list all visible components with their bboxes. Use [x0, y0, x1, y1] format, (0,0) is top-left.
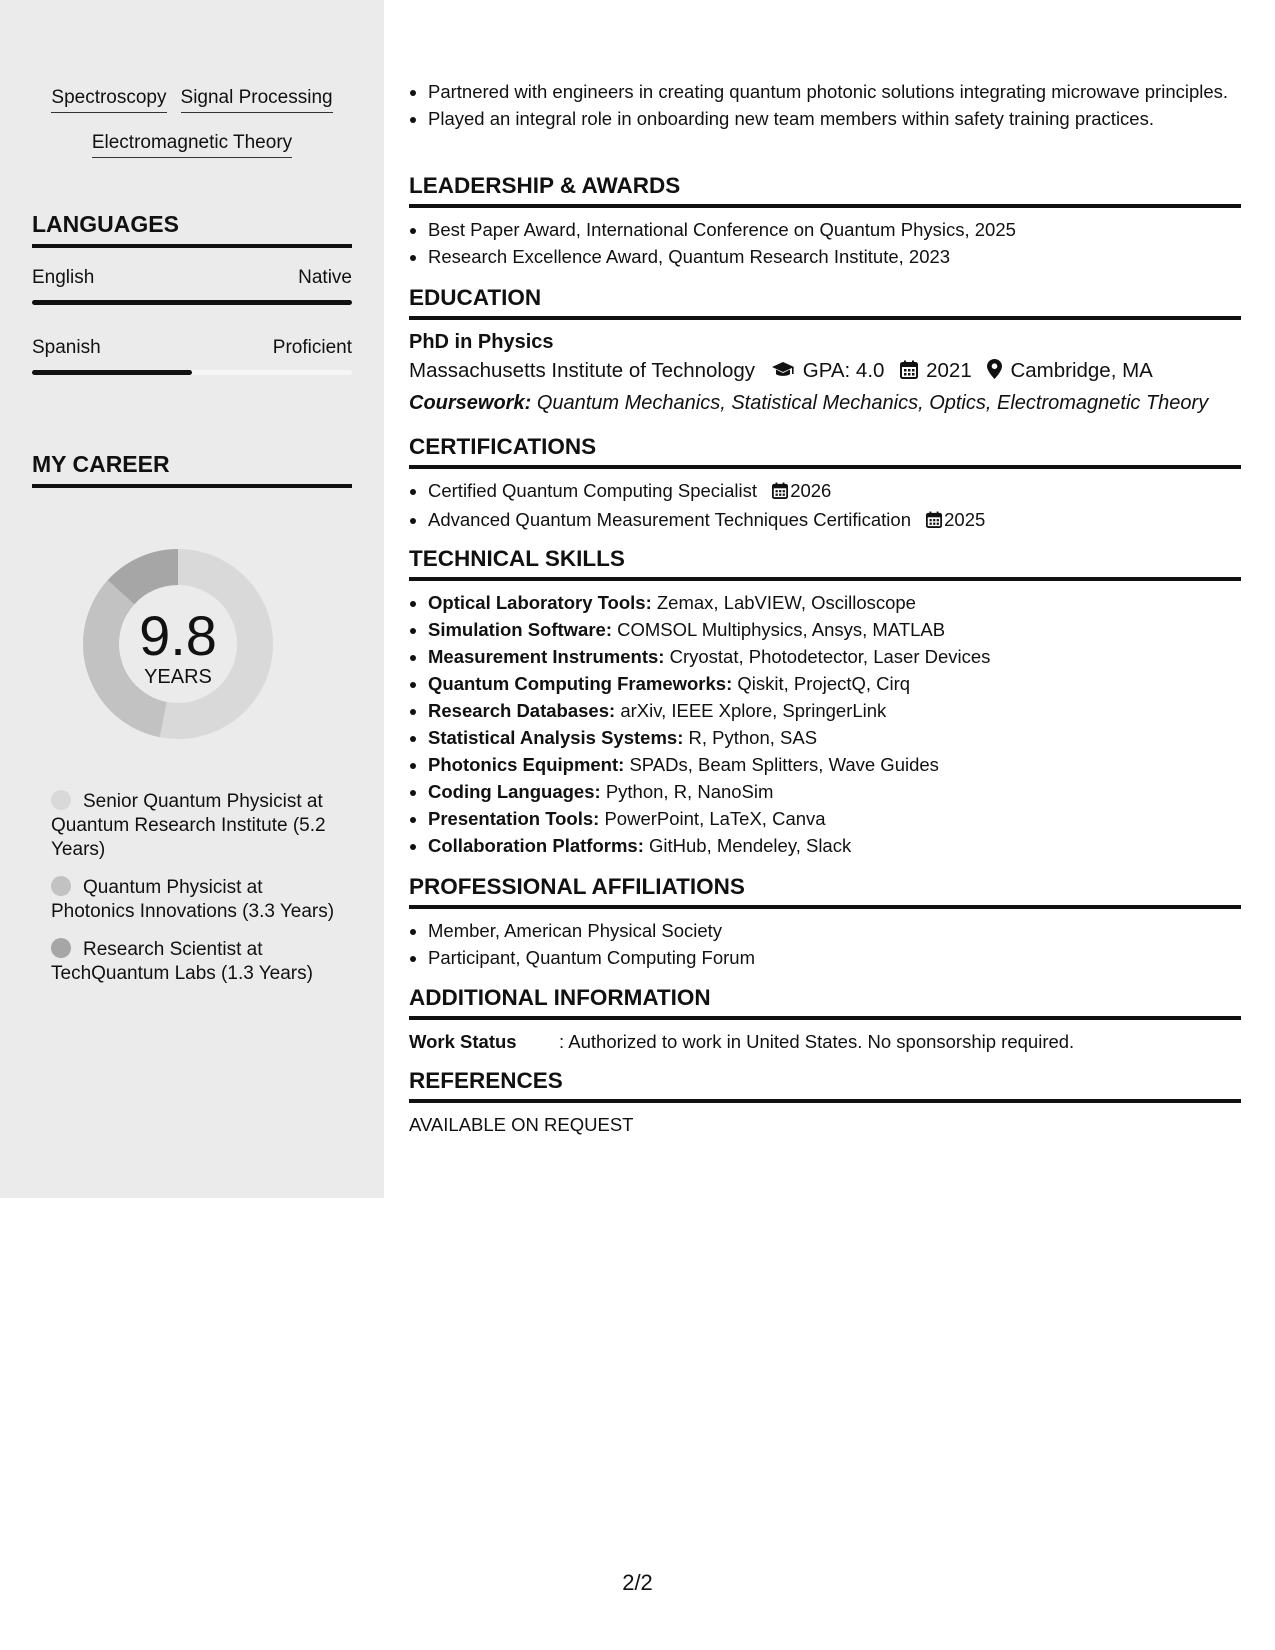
- page-number: 2/2: [622, 1570, 653, 1595]
- skill-values: COMSOL Multiphysics, Ansys, MATLAB: [617, 619, 946, 640]
- affiliations-list: [409, 917, 1241, 971]
- skill-item: [428, 724, 1241, 751]
- experience-bullet: • Played an integral role in onboarding new team members within safety training practices.: [428, 105, 1241, 132]
- skill-item: [428, 697, 1241, 724]
- school-name: Massachusetts Institute of Technology: [409, 359, 756, 382]
- skill-values: SPADs, Beam Splitters, Wave Guides: [629, 754, 939, 775]
- skill-category: Quantum Computing Frameworks:: [428, 673, 733, 694]
- calendar-icon: [772, 479, 788, 506]
- list-item: • Participant, Quantum Computing Forum: [428, 944, 1241, 971]
- skill-category: Simulation Software:: [428, 619, 612, 640]
- skill-values: Zemax, LabVIEW, Oscilloscope: [656, 592, 916, 613]
- skill-item: [428, 670, 1241, 697]
- career-heading: MY CAREER: [32, 450, 352, 488]
- skill-tag: Electromagnetic Theory: [92, 131, 292, 158]
- career-legend-text: Quantum Physicist at Photonics Innovations (3.3 Years): [51, 877, 335, 922]
- skill-values: Qiskit, ProjectQ, Cirq: [737, 673, 911, 694]
- skill-item: [428, 778, 1241, 805]
- skills-list: [409, 589, 1241, 859]
- skill-item: [428, 589, 1241, 616]
- experience-bullets: [409, 78, 1241, 132]
- map-pin-icon: [987, 358, 1002, 388]
- skill-values: R, Python, SAS: [688, 727, 818, 748]
- section-heading: PROFESSIONAL AFFILIATIONS: [409, 873, 1241, 909]
- career-legend-text: Research Scientist at TechQuantum Labs (1.3 Years): [51, 939, 313, 984]
- certification-year: 2025: [944, 509, 986, 530]
- skill-category: Coding Languages:: [428, 781, 601, 802]
- affiliations-section: [409, 873, 1241, 971]
- legend-dot: [51, 938, 71, 958]
- total-years-value: 9.8: [139, 604, 217, 667]
- career-legend-text: Senior Quantum Physicist at Quantum Research Institute (5.2 Years): [51, 791, 326, 860]
- certifications-list: [409, 477, 1241, 535]
- work-status-row: [409, 1028, 1241, 1055]
- leadership-section: [409, 172, 1241, 270]
- section-heading: EDUCATION: [409, 284, 1241, 320]
- experience-bullet: • Partnered with engineers in creating quantum photonic solutions integrating microwave principles.: [428, 78, 1241, 105]
- calendar-icon: [900, 358, 918, 388]
- language-bar: [32, 370, 352, 375]
- skill-values: GitHub, Mendeley, Slack: [649, 835, 852, 856]
- certification-name: Certified Quantum Computing Specialist: [428, 480, 758, 501]
- language-bar: [32, 300, 352, 305]
- skill-category: Research Databases:: [428, 700, 616, 721]
- work-status-value: : Authorized to work in United States. No sponsorship required.: [559, 1031, 1075, 1052]
- coursework-list: Quantum Mechanics, Statistical Mechanics, Optics, Electromagnetic Theory: [536, 392, 1209, 414]
- skill-category: Collaboration Platforms:: [428, 835, 644, 856]
- skill-item: [428, 751, 1241, 778]
- coursework: [409, 388, 1241, 418]
- sidebar: [0, 0, 384, 1198]
- additional-section: [409, 984, 1241, 1055]
- graduation-year: 2021: [926, 359, 972, 382]
- skill-category: Measurement Instruments:: [428, 646, 665, 667]
- skill-tags: [32, 86, 352, 176]
- list-item: [428, 477, 1241, 506]
- career-legend-item: [51, 938, 341, 986]
- coursework-label: Coursework:: [409, 392, 532, 414]
- education-section: [409, 284, 1241, 418]
- career-donut-chart: [66, 532, 290, 756]
- skill-category: Presentation Tools:: [428, 808, 600, 829]
- language-level: Native: [298, 267, 352, 288]
- skill-category: Optical Laboratory Tools:: [428, 592, 652, 613]
- list-item: • Member, American Physical Society: [428, 917, 1241, 944]
- skill-tag: Spectroscopy: [51, 86, 166, 113]
- section-heading: CERTIFICATIONS: [409, 433, 1241, 469]
- legend-dot: [51, 876, 71, 896]
- languages-heading: LANGUAGES: [32, 210, 352, 248]
- skill-category: Photonics Equipment:: [428, 754, 625, 775]
- skills-section: [409, 545, 1241, 859]
- career-legend-item: [51, 876, 341, 924]
- list-item: • Research Excellence Award, Quantum Research Institute, 2023: [428, 243, 1241, 270]
- career-legend-item: [51, 790, 341, 862]
- graduation-cap-icon: [771, 358, 795, 388]
- skill-item: [428, 643, 1241, 670]
- skill-tag: Signal Processing: [181, 86, 333, 113]
- language-name: English: [32, 267, 95, 288]
- references-section: [409, 1067, 1241, 1138]
- legend-dot: [51, 790, 71, 810]
- section-heading: REFERENCES: [409, 1067, 1241, 1103]
- calendar-icon: [926, 508, 942, 535]
- gpa: GPA: 4.0: [802, 359, 885, 382]
- skill-values: PowerPoint, LaTeX, Canva: [604, 808, 826, 829]
- total-years-unit: YEARS: [144, 666, 212, 688]
- certifications-section: [409, 433, 1241, 535]
- skill-category: Statistical Analysis Systems:: [428, 727, 684, 748]
- list-item: [428, 506, 1241, 535]
- skill-values: Cryostat, Photodetector, Laser Devices: [669, 646, 991, 667]
- section-heading: LEADERSHIP & AWARDS: [409, 172, 1241, 208]
- skill-item: [428, 832, 1241, 859]
- leadership-list: [409, 216, 1241, 270]
- career-legend: [51, 790, 341, 1000]
- skill-values: Python, R, NanoSim: [605, 781, 774, 802]
- list-item: • Best Paper Award, International Conference on Quantum Physics, 2025: [428, 216, 1241, 243]
- school-location: Cambridge, MA: [1010, 359, 1153, 382]
- section-heading: ADDITIONAL INFORMATION: [409, 984, 1241, 1020]
- certification-year: 2026: [790, 480, 832, 501]
- language-bar-fill: [32, 370, 192, 375]
- language-bar-fill: [32, 300, 352, 305]
- education-details: [409, 356, 1241, 388]
- skill-item: [428, 805, 1241, 832]
- experience-tail: [409, 78, 1241, 132]
- language-name: Spanish: [32, 337, 101, 358]
- certification-name: Advanced Quantum Measurement Techniques Certification: [428, 509, 911, 530]
- references-text: AVAILABLE ON REQUEST: [409, 1114, 634, 1135]
- skill-values: arXiv, IEEE Xplore, SpringerLink: [620, 700, 887, 721]
- degree-title: PhD in Physics: [409, 331, 554, 353]
- language-level: Proficient: [272, 337, 352, 358]
- section-heading: TECHNICAL SKILLS: [409, 545, 1241, 581]
- skill-item: [428, 616, 1241, 643]
- work-status-label: Work Status: [409, 1031, 517, 1052]
